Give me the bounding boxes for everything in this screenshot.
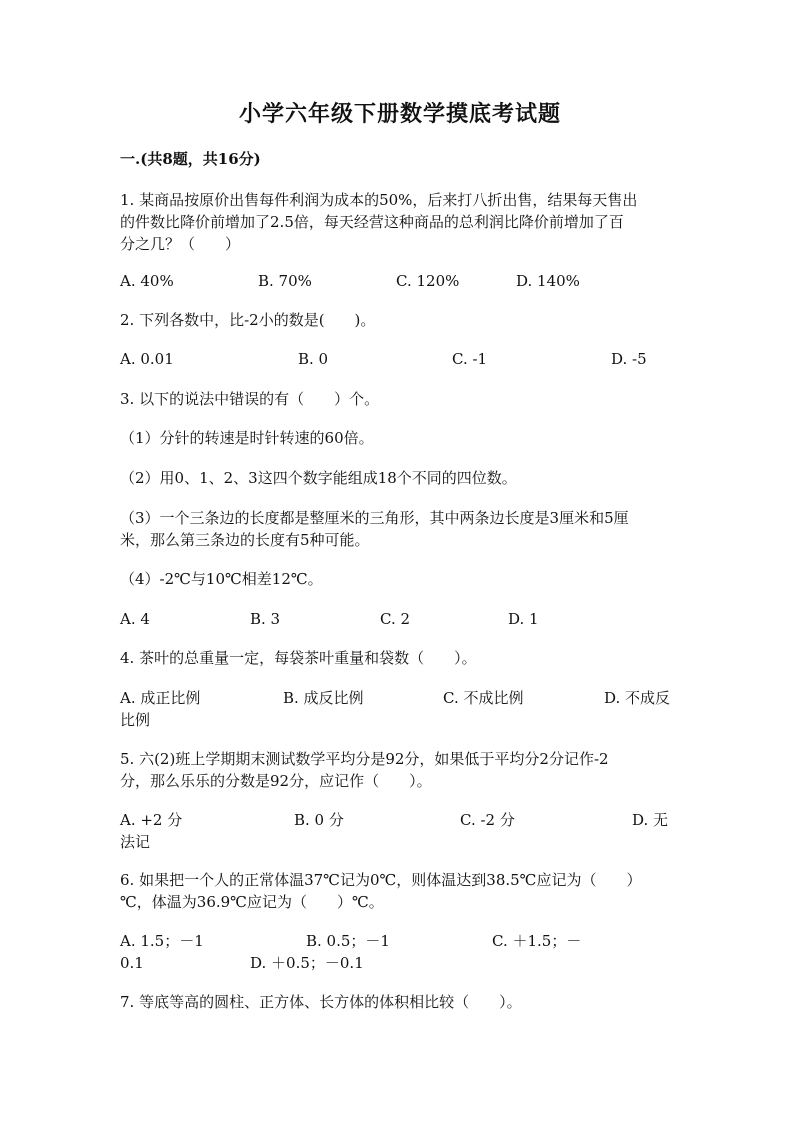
q2-stem: 2. 下列各数中，比-2小的数是( )。	[120, 311, 376, 329]
q5-stem-line-1: 5. 六(2)班上学期期末测试数学平均分是92分，如果低于平均分2分记作-2	[120, 750, 609, 768]
q6-option-a: A. 1.5；－1	[120, 932, 204, 950]
q5-option-d-wrap: 法记	[120, 833, 151, 851]
q3-option-b: B. 3	[250, 610, 281, 628]
q5-option-b: B. 0 分	[294, 811, 344, 829]
q6-option-c: C. ＋1.5；－	[492, 932, 582, 950]
q5-option-a: A. +2 分	[120, 811, 183, 829]
q2-option-c: C. -1	[452, 350, 488, 368]
q4-option-a: A. 成正比例	[120, 689, 201, 707]
q6-option-d: D. ＋0.5；－0.1	[250, 954, 364, 972]
q1-option-d: D. 140%	[516, 272, 580, 290]
q3-statement-3-line-1: （3）一个三条边的长度都是整厘米的三角形，其中两条边长度是3厘米和5厘	[120, 509, 629, 527]
q2-option-b: B. 0	[298, 350, 329, 368]
q2-option-d: D. -5	[611, 350, 647, 368]
q2-option-a: A. 0.01	[120, 350, 174, 368]
q3-option-d: D. 1	[508, 610, 539, 628]
section-header: 一.(共8题，共16分)	[120, 150, 261, 168]
q3-statement-4: （4）-2℃与10℃相差12℃。	[120, 570, 323, 588]
q4-stem: 4. 茶叶的总重量一定，每袋茶叶重量和袋数（ ）。	[120, 649, 477, 667]
q4-option-b: B. 成反比例	[283, 689, 364, 707]
page-title: 小学六年级下册数学摸底考试题	[238, 101, 561, 127]
q3-statement-1: （1）分针的转速是时针转速的60倍。	[120, 429, 374, 447]
q6-option-b: B. 0.5；－1	[306, 932, 390, 950]
q4-option-c: C. 不成比例	[443, 689, 524, 707]
q3-option-a: A. 4	[120, 610, 150, 628]
q6-stem-line-1: 6. 如果把一个人的正常体温37℃记为0℃，则体温达到38.5℃应记为（ ）	[120, 871, 642, 889]
q1-stem-line-2: 的件数比降价前增加了2.5倍，每天经营这种商品的总利润比降价前增加了百	[120, 213, 624, 231]
q3-statement-3-line-2: 米，那么第三条边的长度有5种可能。	[120, 531, 370, 549]
q1-option-b: B. 70%	[258, 272, 312, 290]
q3-statement-2: （2）用0、1、2、3这四个数字能组成18个不同的四位数。	[120, 469, 517, 487]
q3-stem: 3. 以下的说法中错误的有（ ）个。	[120, 390, 380, 408]
q6-stem-line-2: ℃，体温为36.9℃应记为（ ）℃。	[120, 893, 384, 911]
q3-option-c: C. 2	[380, 610, 411, 628]
q1-option-c: C. 120%	[396, 272, 460, 290]
q5-option-c: C. -2 分	[460, 811, 515, 829]
q4-option-d-wrap: 比例	[120, 711, 151, 729]
q6-option-c-wrap: 0.1	[120, 954, 144, 972]
q1-stem-line-1: 1. 某商品按原价出售每件利润为成本的50%，后来打八折出售，结果每天售出	[120, 191, 638, 209]
q4-option-d: D. 不成反	[604, 689, 671, 707]
q7-stem: 7. 等底等高的圆柱、正方体、长方体的体积相比较（ ）。	[120, 993, 522, 1011]
q1-option-a: A. 40%	[120, 272, 174, 290]
q1-stem-line-3: 分之几？（ ）	[120, 235, 241, 253]
q5-stem-line-2: 分，那么乐乐的分数是92分，应记作（ ）。	[120, 772, 432, 790]
q5-option-d: D. 无	[632, 811, 669, 829]
